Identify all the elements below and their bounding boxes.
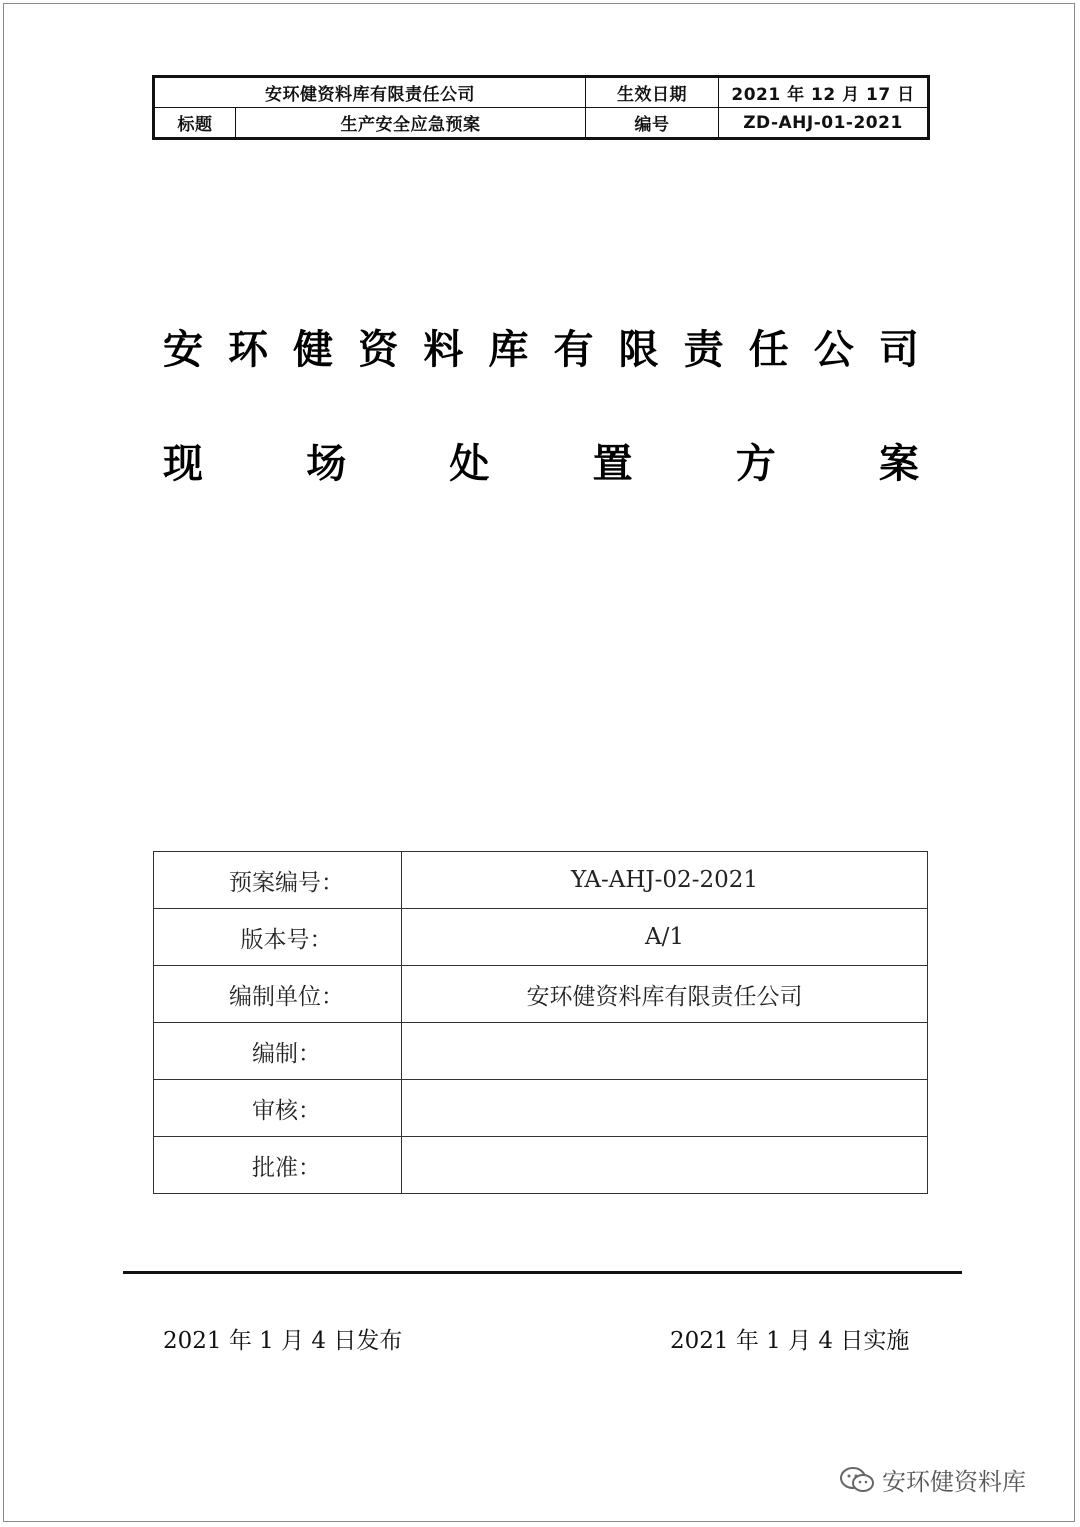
plan-title xyxy=(160,432,922,489)
publish-date: 2021 年 1 月 4 日发布 xyxy=(163,1328,403,1354)
header-number-value: ZD-AHJ-01-2021 xyxy=(719,108,929,139)
header-company: 安环健资料库有限责任公司 xyxy=(154,77,586,108)
title-char: 责 xyxy=(683,327,724,373)
table-row xyxy=(154,1137,928,1194)
approver-value xyxy=(402,1137,928,1194)
header-number-label: 编号 xyxy=(586,108,719,139)
header-row-company xyxy=(154,77,929,108)
title-char: 司 xyxy=(878,327,919,373)
approver-label: 批准： xyxy=(154,1137,402,1194)
header-title-value: 生产安全应急预案 xyxy=(236,108,586,139)
plan-info-table xyxy=(153,851,928,1194)
title-char: 健 xyxy=(293,327,334,373)
title-char: 场 xyxy=(306,441,347,487)
title-char: 置 xyxy=(592,441,633,487)
reviewer-value xyxy=(402,1080,928,1137)
table-row xyxy=(154,1080,928,1137)
compiling-unit-value: 安环健资料库有限责任公司 xyxy=(402,966,928,1023)
title-char: 限 xyxy=(618,327,659,373)
effective-date: 2021 年 1 月 4 日实施 xyxy=(670,1328,910,1354)
reviewer-label: 审核： xyxy=(154,1080,402,1137)
compiling-unit-label: 编制单位： xyxy=(154,966,402,1023)
title-char: 方 xyxy=(735,441,776,487)
page-border xyxy=(3,3,1075,1522)
title-char: 公 xyxy=(813,327,854,373)
table-row xyxy=(154,852,928,909)
document-header-table xyxy=(152,75,930,140)
title-char: 资 xyxy=(358,327,399,373)
title-char: 案 xyxy=(878,441,919,487)
plan-number-value: YA-AHJ-02-2021 xyxy=(402,852,928,909)
footer-divider xyxy=(123,1271,962,1274)
table-row xyxy=(154,1023,928,1080)
header-effective-label: 生效日期 xyxy=(586,77,719,108)
wechat-icon xyxy=(838,1465,876,1495)
table-row xyxy=(154,966,928,1023)
plan-number-label: 预案编号： xyxy=(154,852,402,909)
version-label: 版本号： xyxy=(154,909,402,966)
title-char: 环 xyxy=(228,327,269,373)
watermark-text: 安环健资料库 xyxy=(882,1468,1026,1496)
version-value: A/1 xyxy=(402,909,928,966)
header-effective-value: 2021 年 12 月 17 日 xyxy=(719,77,929,108)
company-title xyxy=(160,318,922,375)
watermark xyxy=(838,1462,1026,1497)
compiler-value xyxy=(402,1023,928,1080)
title-char: 处 xyxy=(449,441,490,487)
title-char: 有 xyxy=(553,327,594,373)
title-char: 任 xyxy=(748,327,789,373)
title-char: 现 xyxy=(163,441,203,487)
header-row-title xyxy=(154,108,929,139)
title-char: 库 xyxy=(488,327,529,373)
table-row xyxy=(154,909,928,966)
title-char: 料 xyxy=(423,327,464,373)
header-title-label: 标题 xyxy=(154,108,236,139)
title-char: 安 xyxy=(163,327,203,373)
compiler-label: 编制： xyxy=(154,1023,402,1080)
